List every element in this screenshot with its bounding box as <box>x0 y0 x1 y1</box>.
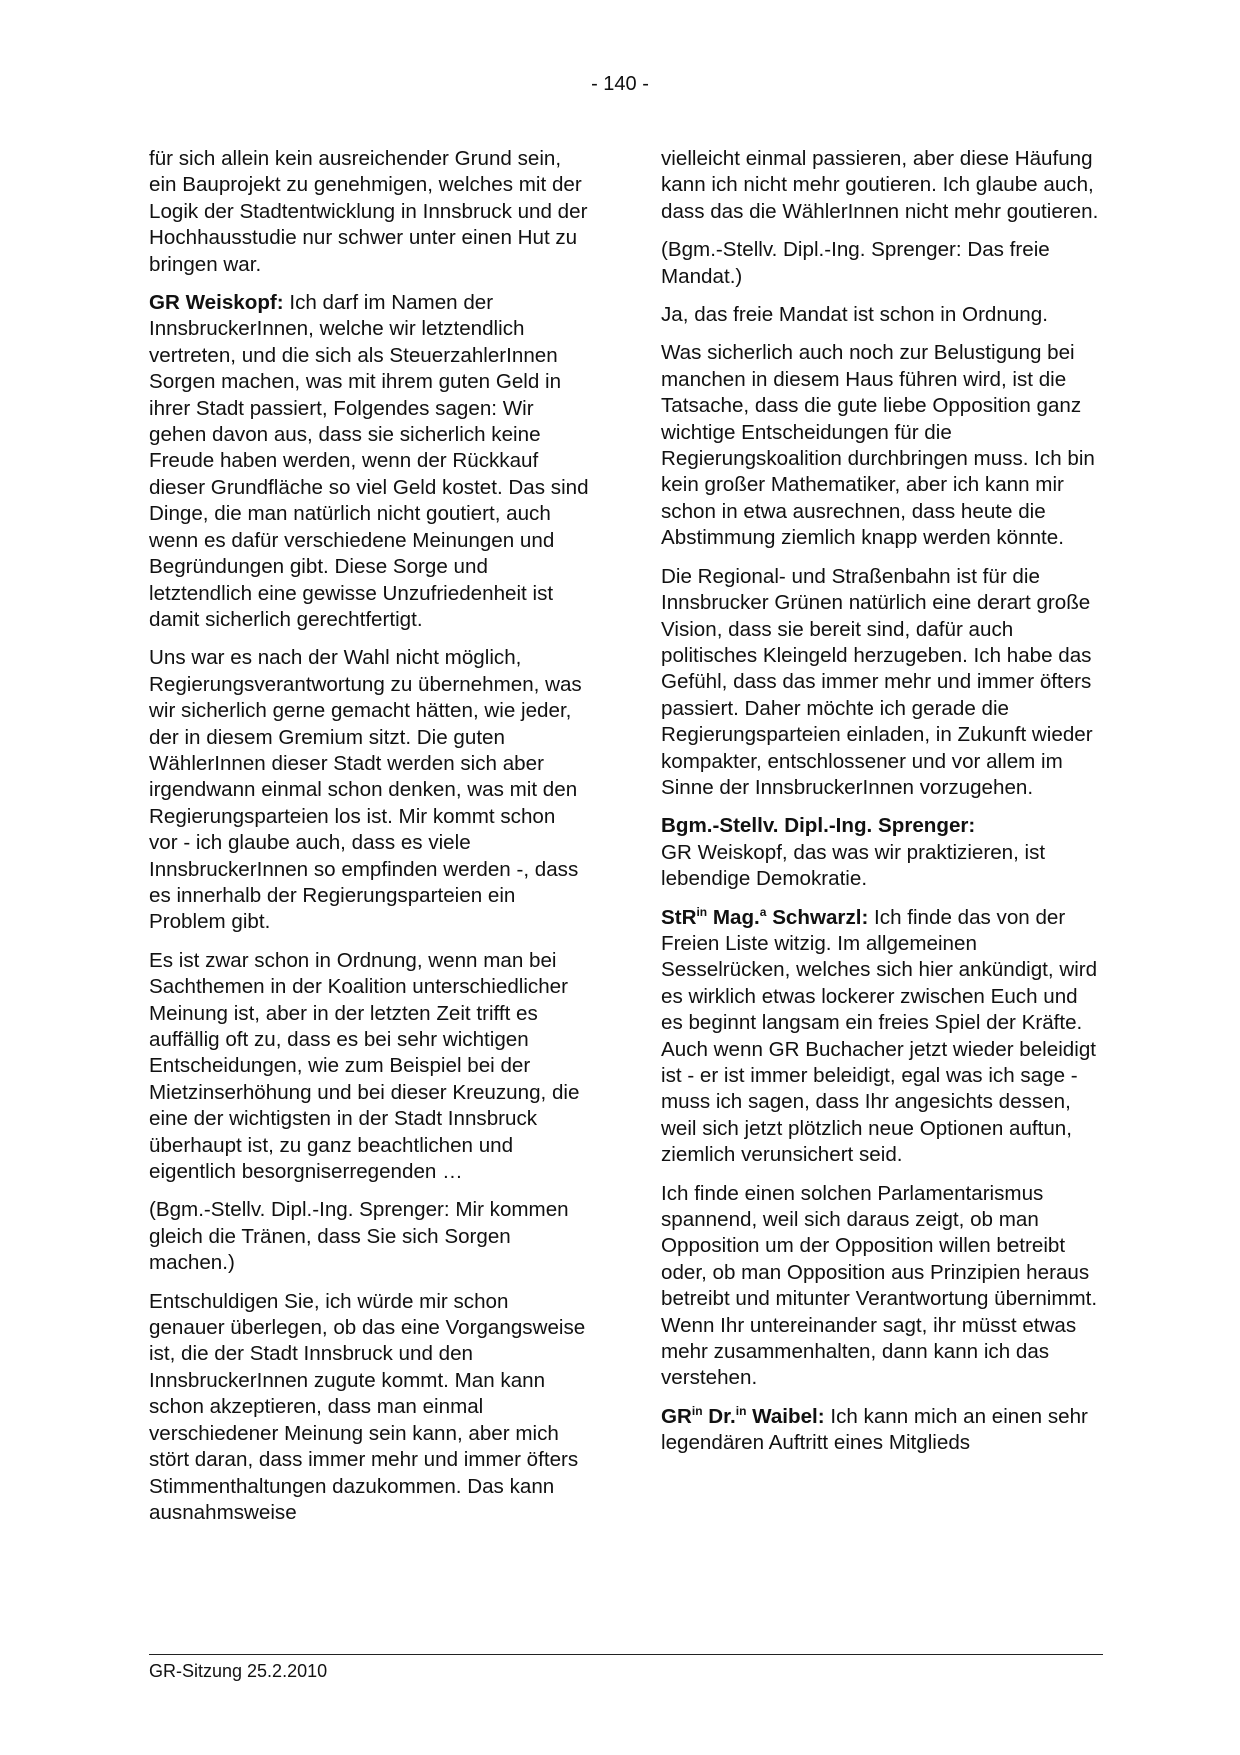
speech-weiskopf <box>149 290 589 633</box>
speaker-name: GR Weiskopf: <box>149 291 284 315</box>
speaker-title: GR <box>661 1404 692 1428</box>
paragraph: Es ist zwar schon in Ordnung, wenn man bei Sachthemen in der Koalition unterschiedlicher Meinung ist, aber in der letzten Zeit trifft es auffällig oft zu, dass es bei sehr wichtigen Entscheidungen, wie zum Beispiel bei der Mietzinserhöhung und bei dieser Kreuzung, die eine der wichtigsten in der Stadt Innsbruck überhaupt ist, zu ganz beachtlichen und eigentlich besorgniserregenden … <box>149 948 580 1184</box>
speech-text: Ich darf im Namen der InnsbruckerInnen, welche wir letztendlich vertreten, und die sich als SteuerzahlerInnen Sorgen machen, was mit ihrem guten Geld in ihrer Stadt passiert, Folgendes sagen: Wir gehen davon aus, dass sie sicherlich keine Freude haben werden, wenn der Rückkauf dieser Grundfläche so viel Geld kostet. Das sind Dinge, die man natürlich nicht goutiert, auch wenn es dafür verschiedene Meinungen und Begründungen gibt. Diese Sorge und letztendlich eine gewisse Unzufriedenheit ist damit sicherlich gerechtfertigt. <box>149 291 589 631</box>
paragraph: Entschuldigen Sie, ich würde mir schon genauer überlegen, ob das eine Vorgangsweise ist, die der Stadt Innsbruck und den InnsbruckerInnen zugute kommt. Man kann schon akzeptieren, dass man einmal verschiedener Meinung sein kann, aber mich stört daran, dass immer mehr und immer öfters Stimmenthaltungen dazukommen. Das kann ausnahmsweise <box>149 1289 586 1524</box>
speaker-degree-suffix: a <box>759 904 767 919</box>
speaker-title: StR <box>661 905 697 929</box>
interjection: (Bgm.-Stellv. Dipl.-Ing. Sprenger: Mir kommen gleich die Tränen, dass Sie sich Sorgen machen.) <box>149 1198 569 1275</box>
speech-waibel <box>661 1404 1101 1457</box>
left-column <box>149 146 589 1538</box>
speaker-degree-suffix: in <box>735 1404 747 1419</box>
speech-text: GR Weiskopf, das was wir praktizieren, ist lebendige Demokratie. <box>661 840 1046 891</box>
speaker-title-suffix: in <box>691 1404 703 1419</box>
speech-sprenger <box>661 813 1101 892</box>
speaker-name: Bgm.-Stellv. Dipl.-Ing. Sprenger: <box>661 814 976 838</box>
paragraph: Die Regional- und Straßenbahn ist für die Innsbrucker Grünen natürlich eine derart große Vision, dass sie bereit sind, dafür auch politisches Kleingeld herzugeben. Ich habe das Gefühl, dass das immer mehr und immer öfters passiert. Daher möchte ich gerade die Regierungsparteien einladen, in Zukunft wieder kompakter, entschlossener und vor allem im Sinne der InnsbruckerInnen vorzugehen. <box>661 564 1093 799</box>
paragraph: Was sicherlich auch noch zur Belustigung bei manchen in diesem Haus führen wird, ist die Tatsache, dass die gute liebe Opposition ganz wichtige Entscheidungen für die Regierungskoalition durchbringen muss. Ich bin kein großer Mathematiker, aber ich kann mir schon in etwa ausrechnen, dass heute die Abstimmung ziemlich knapp werden könnte. <box>661 341 1095 550</box>
speaker-degree: Mag. <box>707 905 760 929</box>
speech-text: Ich kann mich an einen sehr legendären Auftritt eines Mitglieds <box>661 1404 1088 1455</box>
interjection: (Bgm.-Stellv. Dipl.-Ing. Sprenger: Das freie Mandat.) <box>661 238 1050 288</box>
right-column <box>661 146 1101 1469</box>
footer-divider <box>149 1654 1103 1655</box>
speaker-name <box>661 906 868 929</box>
paragraph: Ja, das freie Mandat ist schon in Ordnung. <box>661 303 1048 327</box>
speaker-surname: Schwarzl: <box>766 905 869 929</box>
paragraph: für sich allein kein ausreichender Grund sein, ein Bauprojekt zu genehmigen, welches mit der Logik der Stadtentwicklung in Innsbruck und der Hochhausstudie nur schwer unter einen Hut zu bringen war. <box>149 147 588 276</box>
speaker-name <box>661 1405 825 1428</box>
page-number: - 140 - <box>591 73 649 95</box>
paragraph: Ich finde einen solchen Parlamentarismus spannend, weil sich daraus zeigt, ob man Opposition um der Opposition willen betreibt oder, ob man Opposition aus Prinzipien heraus betreibt und mitunter Verantwortung übernimmt. Wenn Ihr untereinander sagt, ihr müsst etwas mehr zusammenhalten, dann kann ich das verstehen. <box>661 1181 1098 1390</box>
speech-text: Ich finde das von der Freien Liste witzig. Im allgemeinen Sesselrücken, welches sich hier ankündigt, wird es wirklich etwas lockerer zwischen Euch und es beginnt langsam ein freies Spiel der Kräfte. Auch wenn GR Buchacher jetzt wieder beleidigt ist - er ist immer beleidigt, egal was ich sage - muss ich sagen, dass Ihr angesichts dessen, weil sich jetzt plötzlich neue Optionen auftun, ziemlich verunsichert seid. <box>661 905 1098 1167</box>
paragraph: Uns war es nach der Wahl nicht möglich, Regierungsverantwortung zu übernehmen, was wir sicherlich gerne gemacht hätten, wie jeder, der in diesem Gremium sitzt. Die guten WählerInnen dieser Stadt werden sich aber irgendwann einmal schon denken, was mit den Regierungsparteien los ist. Mir kommt schon vor - ich glaube auch, dass es viele InnsbruckerInnen so empfinden werden -, dass es innerhalb der Regierungsparteien ein Problem gibt. <box>149 646 582 934</box>
speaker-surname: Waibel: <box>746 1404 825 1428</box>
speaker-degree: Dr. <box>702 1404 736 1428</box>
speaker-title-suffix: in <box>696 904 708 919</box>
paragraph: vielleicht einmal passieren, aber diese Häufung kann ich nicht mehr goutieren. Ich glaube auch, dass das die WählerInnen nicht mehr goutieren. <box>661 147 1099 223</box>
speech-schwarzl <box>661 905 1101 1169</box>
footer-session-date: GR-Sitzung 25.2.2010 <box>149 1661 328 1681</box>
